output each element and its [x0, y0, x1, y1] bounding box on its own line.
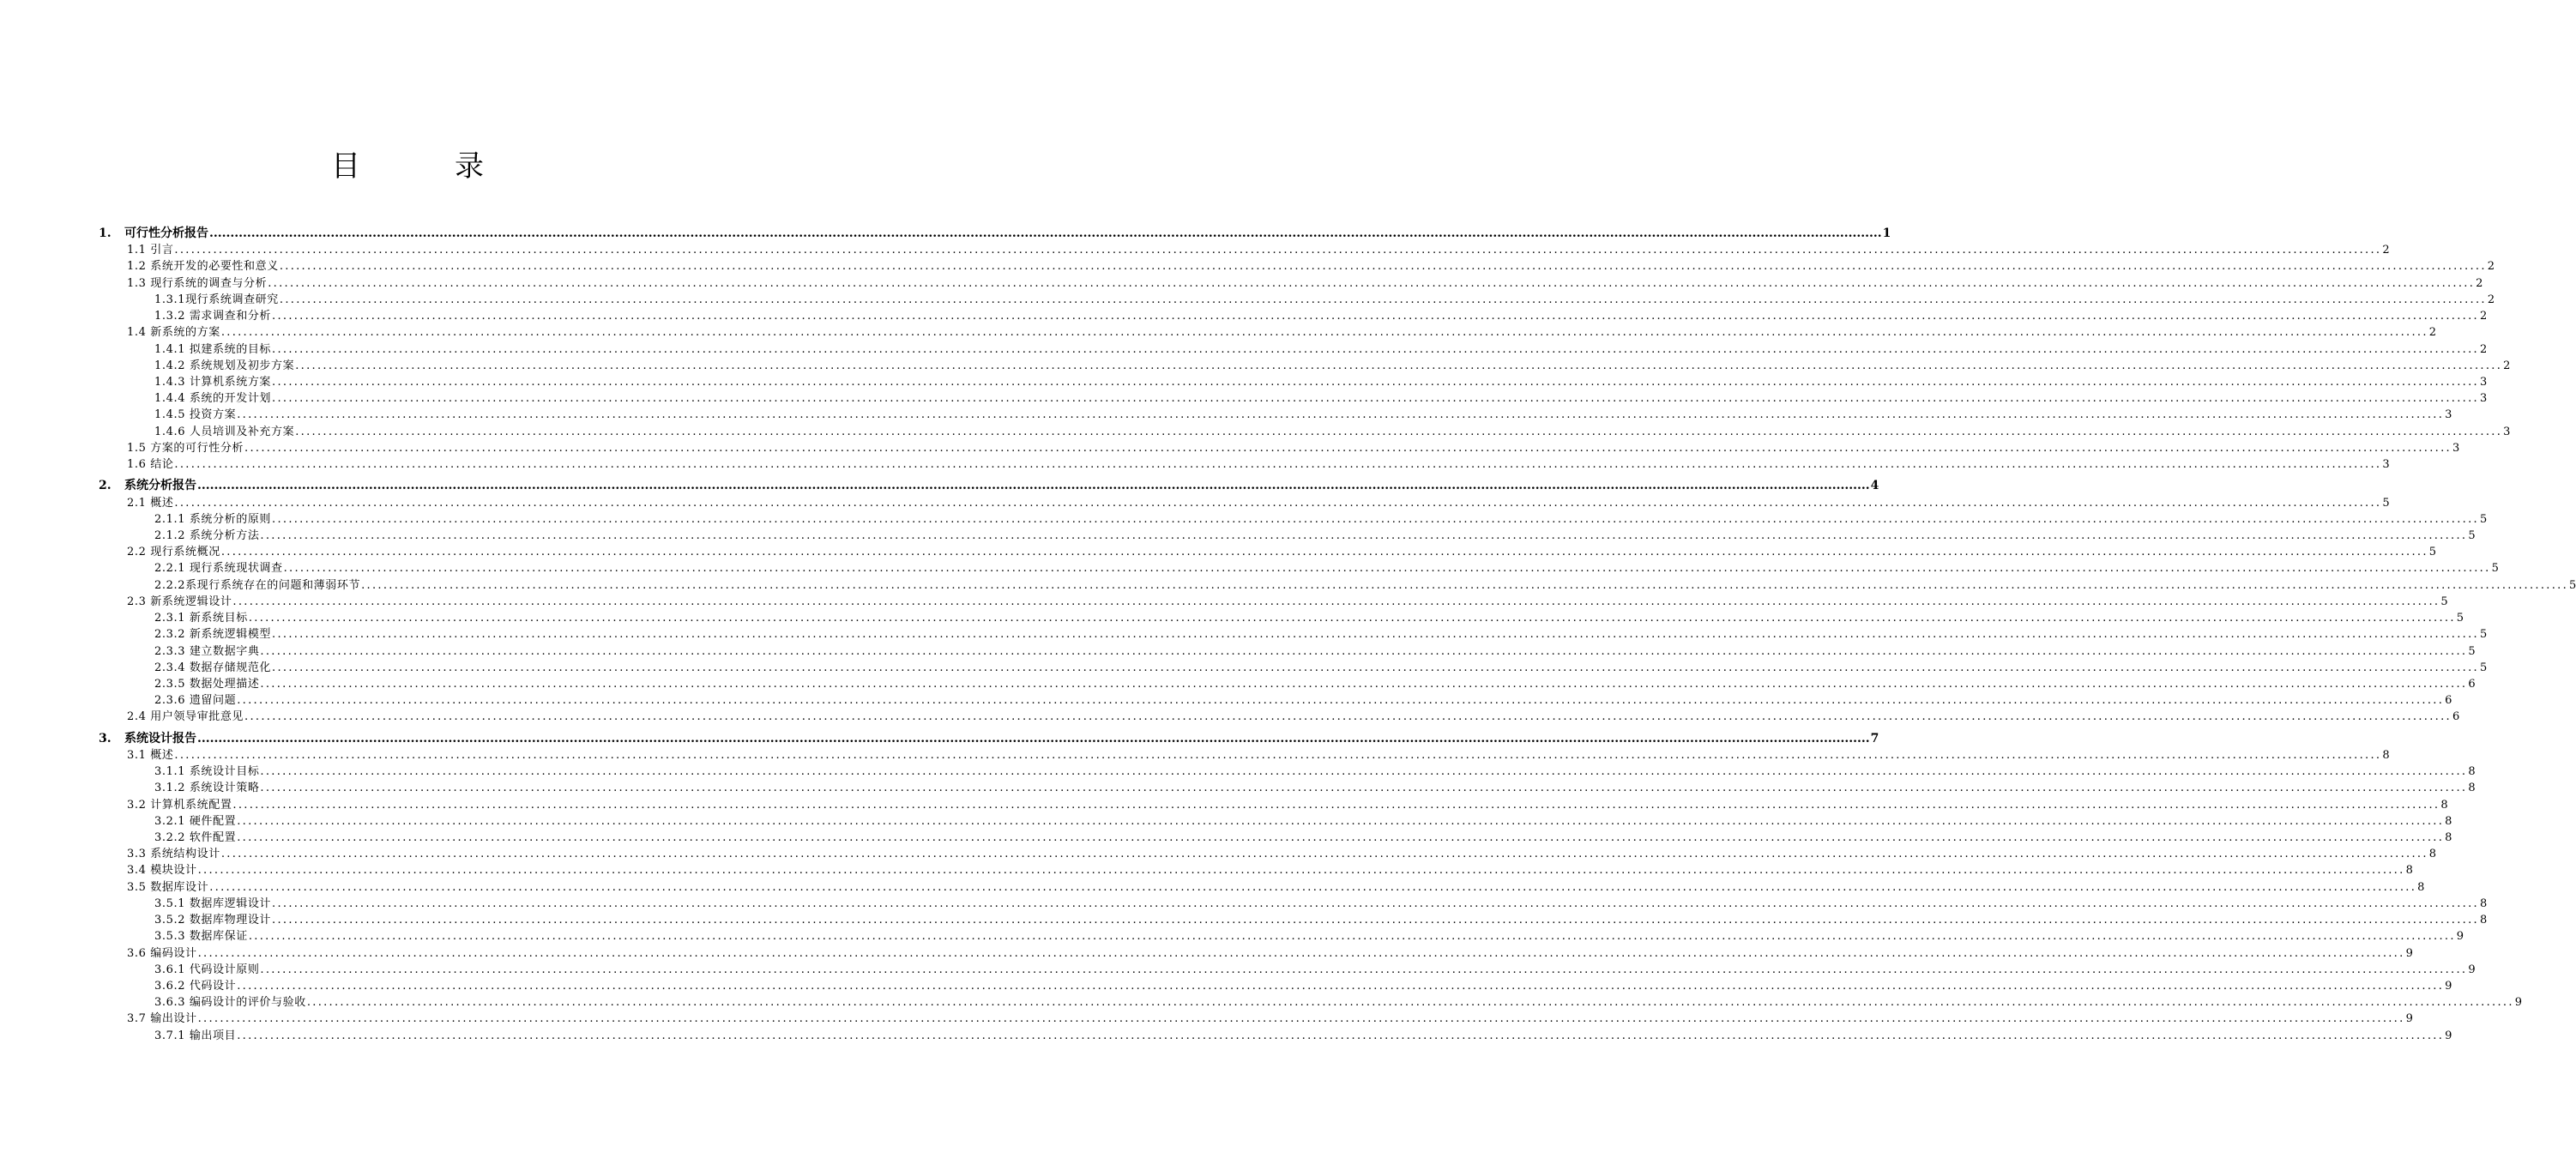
toc-entry-page: 5	[2479, 661, 2488, 674]
toc-entry-label	[127, 440, 244, 456]
toc-entry-page: 5	[2479, 512, 2488, 526]
toc-entry-page: 8	[2445, 814, 2452, 828]
toc-entry-text: 新系统逻辑模型	[189, 628, 272, 642]
toc-entry[interactable]	[0, 374, 2488, 390]
toc-entry-text: 需求调查和分析	[189, 310, 272, 323]
toc-entry-label	[127, 456, 173, 473]
toc-entry-text: 拟建系统的目标	[189, 342, 272, 356]
toc-entry[interactable]	[0, 731, 1879, 747]
toc-entry-text: 硬件配置	[189, 814, 237, 828]
toc-entry[interactable]	[0, 610, 2464, 626]
toc-entry-label	[127, 747, 173, 764]
toc-entry-label	[154, 407, 236, 423]
toc-leader-dots: ................................................................................................................................................................................................................................................................................................................................................................................................................	[268, 276, 2476, 290]
toc-entry-page: 8	[2417, 880, 2425, 894]
toc-entry-number: 2.3.1	[154, 612, 186, 625]
toc-entry-number: 1.6	[127, 458, 147, 472]
toc-leader-dots: ................................................................................................................................................................................................................................................................................................................................................................................................................	[272, 376, 2479, 389]
toc-entry[interactable]	[0, 896, 2488, 912]
toc-entry-text: 数据库保证	[189, 930, 248, 944]
toc-entry-number: 3.6	[127, 946, 147, 960]
toc-entry-text: 系统规划及初步方案	[189, 359, 295, 372]
toc-entry-label	[154, 896, 271, 912]
toc-entry-label	[154, 1028, 236, 1044]
toc-entry-label	[127, 594, 232, 610]
toc-entry-page: 6	[2452, 710, 2460, 724]
toc-entry-label	[127, 544, 220, 560]
toc-entry-page: 8	[2405, 864, 2413, 878]
toc-entry-label	[127, 1011, 197, 1027]
toc-entry-page: 2	[2479, 310, 2488, 323]
toc-entry-label	[127, 945, 197, 962]
toc-entry-number: 1.4.2	[154, 359, 186, 372]
toc-entry-number: 3.4	[127, 864, 147, 878]
toc-entry[interactable]	[0, 643, 2476, 660]
toc-entry-page: 3	[2479, 376, 2488, 389]
toc-entry-number: 2.1.2	[154, 529, 186, 542]
toc-entry-text: 数据库设计	[150, 880, 209, 894]
toc-entry-number: 3.6.2	[154, 979, 186, 993]
toc-leader-dots: ................................................................................................................................................................................................................................................................................................................................................................................................................	[197, 731, 1870, 746]
toc-entry-label	[127, 846, 220, 862]
toc-entry-label	[154, 962, 259, 978]
toc-entry-label	[154, 764, 259, 780]
toc-entry[interactable]	[0, 780, 2476, 796]
toc-entry[interactable]	[0, 594, 2448, 610]
toc-entry[interactable]	[0, 424, 2511, 440]
toc-entry[interactable]	[0, 390, 2488, 407]
toc-entry-number: 1.4.1	[154, 342, 186, 356]
toc-entry[interactable]	[0, 544, 2437, 560]
toc-leader-dots: ................................................................................................................................................................................................................................................................................................................................................................................................................	[174, 244, 2382, 257]
toc-entry[interactable]	[0, 813, 2452, 830]
toc-entry-page: 4	[1870, 479, 1879, 493]
toc-entry-page: 2	[2476, 276, 2483, 290]
toc-entry-page: 9	[2405, 946, 2413, 960]
toc-entry[interactable]	[0, 560, 2499, 576]
toc-entry-label	[154, 643, 259, 660]
toc-entry-text: 系统分析方法	[189, 529, 260, 542]
toc-entry-text: 建立数据字典	[189, 644, 260, 658]
toc-entry-page: 5	[2468, 644, 2476, 658]
toc-entry-text: 现行系统概况	[150, 546, 220, 559]
toc-leader-dots: ................................................................................................................................................................................................................................................................................................................................................................................................................	[260, 765, 2468, 778]
toc-entry-label	[154, 676, 259, 692]
toc-entry-number: 1.4.5	[154, 408, 186, 422]
toc-entry-text: 计算机系统方案	[189, 376, 272, 389]
toc-entry-number: 3.5.1	[154, 896, 186, 910]
toc-entry-number: 3.5.3	[154, 930, 186, 944]
toc-entry-number: 1.	[99, 226, 112, 240]
toc-entry[interactable]	[0, 456, 2390, 473]
toc-entry-text: 系统设计目标	[189, 765, 260, 778]
toc-entry-number: 1.4.3	[154, 376, 186, 389]
toc-leader-dots: ................................................................................................................................................................................................................................................................................................................................................................................................................	[272, 310, 2479, 323]
toc-entry-number: 3.1.2	[154, 782, 186, 795]
toc-entry-text: 概述	[150, 496, 174, 510]
toc-entry-text: 现行系统现状调查	[189, 562, 283, 576]
toc-entry-text: 人员培训及补充方案	[189, 425, 295, 438]
toc-entry-number: 2.3.5	[154, 677, 186, 691]
toc-entry-text: 新系统逻辑设计	[150, 595, 232, 608]
toc-leader-dots: ................................................................................................................................................................................................................................................................................................................................................................................................................	[220, 848, 2428, 861]
toc-entry-label	[127, 709, 244, 725]
toc-entry-number: 1.5	[127, 441, 147, 455]
toc-entry-page: 3	[2452, 441, 2460, 455]
toc-entry[interactable]	[0, 797, 2448, 813]
toc-entry-page: 3	[2445, 408, 2452, 422]
toc-entry-number: 3.5.2	[154, 914, 186, 927]
toc-entry-text: 遗留问题	[189, 694, 237, 708]
toc-entry-page: 5	[2456, 612, 2464, 625]
toc-entry-label	[154, 528, 259, 544]
toc-entry-number: 2.1	[127, 496, 147, 510]
toc-entry[interactable]	[0, 846, 2437, 862]
toc-entry-number: 1.4	[127, 326, 147, 340]
toc-entry-label	[99, 226, 208, 242]
toc-entry[interactable]	[0, 275, 2483, 292]
toc-entry-page: 9	[2456, 930, 2464, 944]
toc-entry-text: 输出设计	[150, 1012, 197, 1026]
toc-entry-number: 3.5	[127, 880, 147, 894]
toc-entry-page: 7	[1870, 731, 1879, 746]
toc-entry-text: 现行系统的调查与分析	[150, 276, 268, 290]
toc-leader-dots: ................................................................................................................................................................................................................................................................................................................................................................................................................	[283, 562, 2491, 576]
toc-leader-dots: ................................................................................................................................................................................................................................................................................................................................................................................................................	[260, 782, 2468, 795]
toc-entry[interactable]	[0, 1028, 2452, 1044]
toc-entry-page: 8	[2440, 798, 2448, 812]
toc-leader-dots: ................................................................................................................................................................................................................................................................................................................................................................................................................	[174, 496, 2382, 510]
toc-entry-label	[127, 495, 173, 511]
toc-entry-text: 结论	[150, 458, 174, 472]
toc-entry-text: 代码设计	[189, 979, 237, 993]
toc-leader-dots: ................................................................................................................................................................................................................................................................................................................................................................................................................	[220, 326, 2428, 340]
toc-entry[interactable]	[0, 945, 2413, 962]
toc-entry-page: 8	[2445, 830, 2452, 844]
toc-entry-page: 9	[2405, 1012, 2413, 1026]
toc-entry-label	[127, 797, 232, 813]
toc-entry[interactable]	[0, 511, 2488, 528]
toc-leader-dots: ................................................................................................................................................................................................................................................................................................................................................................................................................	[197, 479, 1870, 493]
toc-leader-dots: ................................................................................................................................................................................................................................................................................................................................................................................................................	[220, 546, 2428, 559]
toc-entry[interactable]	[0, 626, 2488, 643]
toc-entry-number: 3.7	[127, 1012, 147, 1026]
toc-leader-dots: ................................................................................................................................................................................................................................................................................................................................................................................................................	[237, 814, 2445, 828]
toc-entry-label	[154, 358, 294, 374]
toc-entry-number: 1.4.6	[154, 425, 186, 438]
toc-leader-dots: ................................................................................................................................................................................................................................................................................................................................................................................................................	[197, 864, 2405, 878]
toc-entry[interactable]	[0, 830, 2452, 846]
toc-entry-text: 数据库物理设计	[189, 914, 272, 927]
toc-entry-number: 3.1	[127, 748, 147, 762]
toc-entry-text: 数据存储规范化	[189, 661, 272, 674]
toc-entry-number: 3.2	[127, 798, 147, 812]
toc-entry[interactable]	[0, 528, 2476, 544]
toc-leader-dots: ................................................................................................................................................................................................................................................................................................................................................................................................................	[272, 512, 2479, 526]
toc-entry-number: 1.1	[127, 244, 147, 257]
toc-entry-page: 8	[2468, 765, 2476, 778]
toc-entry-number: 2.3.4	[154, 661, 186, 674]
toc-entry-text: 现行系统调查研究	[185, 293, 279, 306]
toc-entry-label	[154, 626, 271, 643]
toc-entry[interactable]	[0, 764, 2476, 780]
toc-title: 目 录	[331, 149, 516, 184]
toc-entry-page: 8	[2382, 748, 2390, 762]
toc-leader-dots: ................................................................................................................................................................................................................................................................................................................................................................................................................	[272, 896, 2479, 910]
toc-entry-label	[127, 275, 267, 292]
toc-leader-dots: ................................................................................................................................................................................................................................................................................................................................................................................................................	[248, 930, 2456, 944]
toc-entry-label	[127, 324, 220, 341]
toc-entry-page: 2	[2479, 342, 2488, 356]
toc-entry-number: 2.3.2	[154, 628, 186, 642]
toc-entry-number: 2.2.2	[154, 578, 186, 592]
toc-entry-text: 软件配置	[189, 830, 237, 844]
toc-entry-page: 5	[2569, 578, 2576, 592]
toc-leader-dots: ................................................................................................................................................................................................................................................................................................................................................................................................................	[260, 963, 2468, 976]
toc-entry-label	[154, 928, 248, 945]
toc-entry[interactable]	[0, 912, 2488, 928]
toc-entry[interactable]	[0, 440, 2460, 456]
toc-entry-page: 5	[2479, 628, 2488, 642]
toc-entry-label	[154, 390, 271, 407]
toc-entry-text: 数据库逻辑设计	[189, 896, 272, 910]
toc-leader-dots: ................................................................................................................................................................................................................................................................................................................................................................................................................	[237, 979, 2445, 993]
toc-leader-dots: ................................................................................................................................................................................................................................................................................................................................................................................................................	[272, 392, 2479, 406]
toc-entry[interactable]	[0, 258, 2495, 275]
toc-entry-page: 9	[2468, 963, 2476, 976]
toc-entry[interactable]	[0, 862, 2413, 878]
toc-entry[interactable]	[0, 692, 2452, 709]
toc-leader-dots: ................................................................................................................................................................................................................................................................................................................................................................................................................	[272, 342, 2479, 356]
toc-entry[interactable]	[0, 978, 2452, 994]
toc-entry-number: 2.1.1	[154, 512, 186, 526]
toc-entry-text: 计算机系统配置	[150, 798, 232, 812]
toc-entry-number: 3.3	[127, 848, 147, 861]
toc-entry-text: 模块设计	[150, 864, 197, 878]
toc-entry-number: 2.3	[127, 595, 147, 608]
toc-leader-dots: ................................................................................................................................................................................................................................................................................................................................................................................................................	[260, 644, 2468, 658]
toc-leader-dots: ................................................................................................................................................................................................................................................................................................................................................................................................................	[279, 260, 2487, 274]
toc-leader-dots: ................................................................................................................................................................................................................................................................................................................................................................................................................	[306, 996, 2514, 1010]
toc-entry-text: 编码设计的评价与验收	[189, 996, 306, 1010]
toc-entry-label	[154, 780, 259, 796]
toc-entry-text: 系统的开发计划	[189, 392, 272, 406]
toc-entry-number: 2.4	[127, 710, 147, 724]
toc-entry-page: 5	[2440, 595, 2448, 608]
toc-entry-label	[154, 308, 271, 324]
toc-entry-text: 数据处理描述	[189, 677, 260, 691]
toc-entry-text: 方案的可行性分析	[150, 441, 244, 455]
toc-entry-label	[154, 830, 236, 846]
toc-entry-text: 系统结构设计	[150, 848, 220, 861]
toc-entry-page: 5	[2382, 496, 2390, 510]
toc-leader-dots: ................................................................................................................................................................................................................................................................................................................................................................................................................	[248, 612, 2456, 625]
toc-entry-page: 5	[2428, 546, 2437, 559]
toc-entry-number: 3.7.1	[154, 1029, 186, 1042]
toc-entry[interactable]	[0, 341, 2488, 358]
toc-entry-page: 2	[2487, 293, 2495, 306]
toc-leader-dots: ................................................................................................................................................................................................................................................................................................................................................................................................................	[174, 458, 2382, 472]
toc-entry-label	[99, 478, 196, 494]
toc-entry-label	[154, 813, 236, 830]
toc-entry-label	[127, 258, 279, 275]
toc-entry-label	[154, 660, 271, 676]
toc-entry-label	[127, 242, 173, 258]
toc-leader-dots: ................................................................................................................................................................................................................................................................................................................................................................................................................	[244, 441, 2452, 455]
toc-entry-label	[154, 577, 360, 594]
toc-entry-number: 2.3.6	[154, 694, 186, 708]
toc-entry-text: 投资方案	[189, 408, 237, 422]
toc-entry-page: 5	[2491, 562, 2499, 576]
toc-leader-dots: ................................................................................................................................................................................................................................................................................................................................................................................................................	[295, 425, 2503, 438]
toc-entry[interactable]	[0, 676, 2476, 692]
toc-entry-label	[154, 424, 294, 440]
toc-entry-number: 3.	[99, 731, 112, 746]
toc-entry-page: 1	[1882, 226, 1891, 240]
toc-leader-dots: ................................................................................................................................................................................................................................................................................................................................................................................................................	[260, 677, 2468, 691]
toc-entry[interactable]	[0, 747, 2390, 764]
toc-entry-label	[154, 692, 236, 709]
toc-leader-dots: ................................................................................................................................................................................................................................................................................................................................................................................................................	[237, 1029, 2445, 1042]
toc-entry-page: 9	[2445, 979, 2452, 993]
toc-entry-text: 新系统目标	[189, 612, 248, 625]
toc-entry[interactable]	[0, 407, 2452, 423]
toc-entry-number: 1.3.2	[154, 310, 186, 323]
toc-entry-number: 2.2	[127, 546, 147, 559]
toc-entry-text: 新系统的方案	[150, 326, 220, 340]
toc-entry-page: 8	[2428, 848, 2437, 861]
toc-entry-label	[127, 862, 197, 878]
toc-entry-page: 3	[2382, 458, 2390, 472]
toc-entry[interactable]	[0, 324, 2437, 341]
toc-entry[interactable]	[0, 478, 1879, 494]
toc-entry-page: 6	[2445, 694, 2452, 708]
toc-entry-text: 输出项目	[189, 1029, 237, 1042]
toc-entry[interactable]	[0, 242, 2390, 258]
toc-entry-text: 系统开发的必要性和意义	[150, 260, 279, 274]
toc-entry-text: 系统设计策略	[189, 782, 260, 795]
toc-entry-page: 5	[2468, 529, 2476, 542]
toc-entry-number: 2.	[99, 479, 112, 493]
toc-entry-page: 2	[2382, 244, 2390, 257]
toc-entry-page: 9	[2445, 1029, 2452, 1042]
toc-leader-dots: ................................................................................................................................................................................................................................................................................................................................................................................................................	[272, 661, 2479, 674]
toc-leader-dots: ................................................................................................................................................................................................................................................................................................................................................................................................................	[272, 914, 2479, 927]
toc-leader-dots: ................................................................................................................................................................................................................................................................................................................................................................................................................	[174, 748, 2382, 762]
toc-entry-text: 编码设计	[150, 946, 197, 960]
toc-entry-number: 3.2.2	[154, 830, 186, 844]
toc-leader-dots: ................................................................................................................................................................................................................................................................................................................................................................................................................	[209, 880, 2417, 894]
toc-entry[interactable]	[0, 308, 2488, 324]
toc-entry-label	[99, 731, 196, 747]
toc-entry-page: 3	[2479, 392, 2488, 406]
toc-entry[interactable]	[0, 1011, 2413, 1027]
toc-entry[interactable]	[0, 928, 2464, 945]
toc-entry-number: 1.2	[127, 260, 147, 274]
toc-leader-dots: ................................................................................................................................................................................................................................................................................................................................................................................................................	[237, 694, 2445, 708]
toc-entry-page: 2	[2487, 260, 2495, 274]
toc-entry-number: 3.1.1	[154, 765, 186, 778]
toc-entry-label	[154, 511, 271, 528]
toc-entry-page: 9	[2514, 996, 2523, 1010]
toc-entry-number: 1.3.1	[154, 293, 186, 306]
toc-entry-label	[154, 560, 283, 576]
toc-entry-text: 系统分析的原则	[189, 512, 272, 526]
toc-entry-text: 系现行系统存在的问题和薄弱环节	[185, 578, 361, 592]
toc-leader-dots: ................................................................................................................................................................................................................................................................................................................................................................................................................	[197, 1012, 2405, 1026]
toc-entry[interactable]	[0, 709, 2460, 725]
toc-entry-text: 代码设计原则	[189, 963, 260, 976]
toc-entry[interactable]	[0, 495, 2390, 511]
toc-entry-label	[154, 912, 271, 928]
toc-entry-number: 1.4.4	[154, 392, 186, 406]
toc-entry-label	[154, 341, 271, 358]
toc-leader-dots: ................................................................................................................................................................................................................................................................................................................................................................................................................	[279, 293, 2487, 306]
toc-entry-page: 2	[2503, 359, 2511, 372]
toc-entry[interactable]	[0, 994, 2523, 1011]
toc-entry-label	[154, 994, 306, 1011]
toc-leader-dots: ................................................................................................................................................................................................................................................................................................................................................................................................................	[272, 628, 2479, 642]
toc-entry[interactable]	[0, 292, 2495, 308]
toc-entry-number: 2.3.3	[154, 644, 186, 658]
toc-entry-text: 系统分析报告	[124, 479, 196, 493]
toc-entry[interactable]	[0, 358, 2511, 374]
toc-leader-dots: ................................................................................................................................................................................................................................................................................................................................................................................................................	[237, 830, 2445, 844]
toc-entry-label	[154, 374, 271, 390]
toc-entry[interactable]	[0, 577, 2576, 594]
toc-entry[interactable]	[0, 879, 2425, 896]
toc-entry-text: 概述	[150, 748, 174, 762]
toc-entry-text: 可行性分析报告	[124, 226, 208, 240]
toc-entry[interactable]	[0, 962, 2476, 978]
toc-leader-dots: ................................................................................................................................................................................................................................................................................................................................................................................................................	[209, 226, 1882, 240]
toc-entry-number: 3.6.3	[154, 996, 186, 1010]
toc-entry-text: 系统设计报告	[124, 731, 196, 746]
toc-leader-dots: ................................................................................................................................................................................................................................................................................................................................................................................................................	[232, 595, 2440, 608]
toc-entry-text: 引言	[150, 244, 174, 257]
toc-leader-dots: ................................................................................................................................................................................................................................................................................................................................................................................................................	[197, 946, 2405, 960]
toc-leader-dots: ................................................................................................................................................................................................................................................................................................................................................................................................................	[237, 408, 2445, 422]
toc-entry-number: 3.2.1	[154, 814, 186, 828]
toc-entry-page: 2	[2428, 326, 2437, 340]
toc-entry-number: 1.3	[127, 276, 147, 290]
toc-leader-dots: ................................................................................................................................................................................................................................................................................................................................................................................................................	[232, 798, 2440, 812]
toc-entry-page: 3	[2503, 425, 2511, 438]
toc-entry-label	[154, 610, 248, 626]
toc-entry-number: 3.6.1	[154, 963, 186, 976]
toc-leader-dots: ................................................................................................................................................................................................................................................................................................................................................................................................................	[295, 359, 2503, 372]
toc-entry-page: 8	[2479, 914, 2488, 927]
toc-entry-page: 8	[2468, 782, 2476, 795]
toc-entry-label	[154, 292, 279, 308]
toc-entry-page: 8	[2479, 896, 2488, 910]
toc-entry-page: 6	[2468, 677, 2476, 691]
toc-leader-dots: ................................................................................................................................................................................................................................................................................................................................................................................................................	[260, 529, 2468, 542]
toc-entry-label	[127, 879, 208, 896]
toc-entry[interactable]	[0, 226, 1891, 242]
toc-entry-text: 用户领导审批意见	[150, 710, 244, 724]
toc-leader-dots: ................................................................................................................................................................................................................................................................................................................................................................................................................	[361, 578, 2569, 592]
toc-entry[interactable]	[0, 660, 2488, 676]
toc-entry-number: 2.2.1	[154, 562, 186, 576]
toc-leader-dots: ................................................................................................................................................................................................................................................................................................................................................................................................................	[244, 710, 2452, 724]
toc-entry-label	[154, 978, 236, 994]
